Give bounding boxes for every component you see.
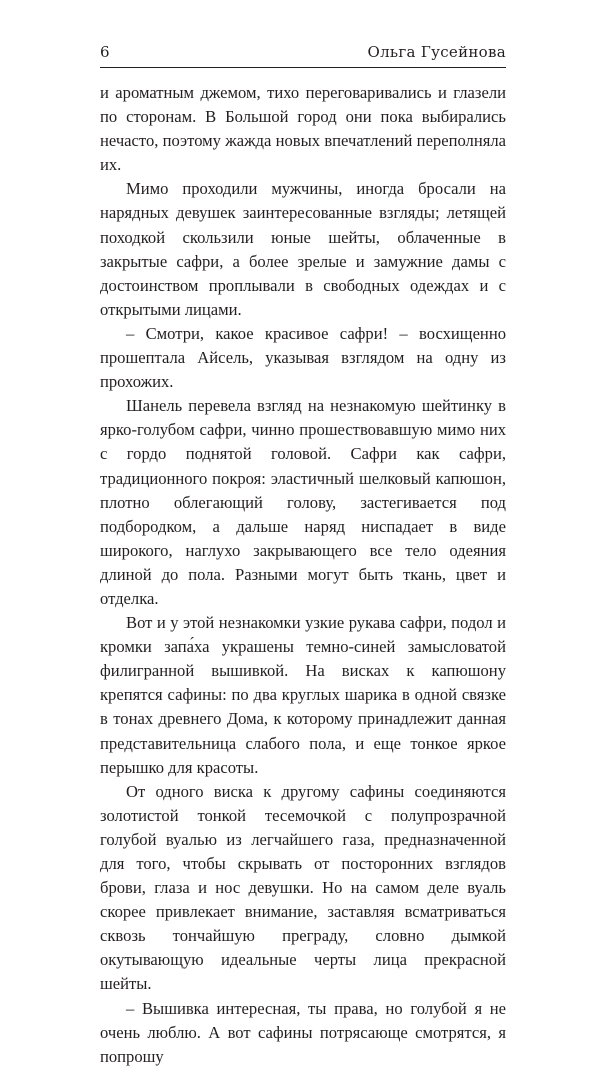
paragraph-3: – Смотри, какое красивое сафри! – восхищенно прошептала Айсель, указывая взглядом на одну из прохожих.	[100, 323, 506, 392]
header-rule	[100, 67, 506, 68]
paragraph-5: Вот и у этой незнакомки узкие рукава сафри, подол и кромки запа́ха украшены темно-синей замысловатой филигранной вышивкой. На висках к капюшону крепятся сафины: по два круглых шарика в одной связке в тонах древнего Дома, к которому принадлежит данная представительница слабого пола, и еще тонкое яркое перышко для красоты.	[100, 613, 506, 777]
paragraph-2: Мимо проходили мужчины, иногда бросали на нарядных девушек заинтересованные взгляды; летящей походкой скользили юные шейты, облаченные в закрытые сафри, а более зрелые и замужние дамы с достоинством проплывали в свободных одеждах и с открытыми лицами.	[100, 179, 506, 319]
paragraph-7: – Вышивка интересная, ты права, но голубой я не очень люблю. А вот сафины потрясающе смотрятся, я попрошу	[100, 998, 506, 1066]
paragraph-6: От одного виска к другому сафины соединяются золотистой тонкой тесемочкой с полупрозрачной голубой вуалью из легчайшего газа, предназначенной для того, чтобы скрывать от посторонних взглядов брови, глаза и нос девушки. Но на самом деле вуаль скорее привлекает внимание, заставляя всматриваться сквозь тончайшую преграду, словно дымкой окутывающую идеальные черты лица прекрасной шейты.	[100, 781, 506, 994]
paragraph-1: и ароматным джемом, тихо переговаривались и глазели по сторонам. В Большой город они пока выбирались нечасто, поэтому жажда новых впечатлений переполняла их.	[100, 83, 506, 175]
body-text	[100, 81, 506, 1069]
page-number: 6	[100, 43, 110, 61]
running-title: Ольга Гусейнова	[367, 43, 506, 61]
paragraph-4: Шанель перевела взгляд на незнакомую шейтинку в ярко-голубом сафри, чинно прошествовавшую мимо них с гордо поднятой головой. Сафри как сафри, традиционного покроя: эластичный шелковый капюшон, плотно облегающий голову, застегивается под подбородком, а дальше наряд ниспадает в виде широкого, наглухо закрывающего все тело одеяния длиной до пола. Разными могут быть ткань, цвет и отделка.	[100, 396, 506, 608]
